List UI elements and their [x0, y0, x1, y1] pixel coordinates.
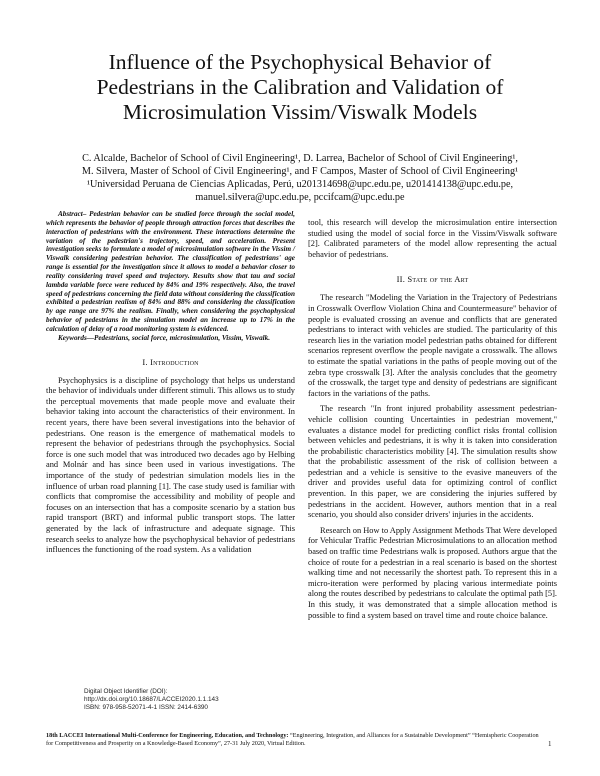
doi-link[interactable]: http://dx.doi.org/10.18687/LACCEI2020.1.1.143: [84, 696, 219, 703]
isbn-issn: ISBN: 978-958-52071-4-1 ISSN: 2414-6390: [84, 704, 208, 711]
state-paragraph: The research "In front injured probability assessment pedestrian-vehicle collision counting Uncertainties in pedestrian movement," evaluates a distance model for predicting conflict risks frontal collision between vehicles and pedestrians, it is why it is taken into consideration the probabilistic characteristics mobility [4]. The simulation results show that the probabilistic assessment of the risk of collision between a pedestrian and a vehicle is sensitive to the evasive maneuvers of the driver and provides useful data for optimizing control of conflict prevention. In this paper, we are considering the injuries suffered by pedestrians in the accident. However, authors mention that in a real scenario, you should also consider drivers' injuries in the accidents.: [308, 404, 557, 520]
title-line: Microsimulation Vissim/Viswalk Models: [122, 100, 478, 124]
affiliation-line: ¹Universidad Peruana de Ciencias Aplicadas, Perú, u201314698@upc.edu.pe, u201414138@upc.edu.pe,: [86, 179, 514, 190]
intro-paragraph: Psychophysics is a discipline of psychology that helps us understand the behavior of individuals under different stimuli. This allows us to study the perceptual movements that made people move and evaluate their behavior taking into account the characteristics of their environment. In recent years, there have been several investigations into the behavior of pedestrians. One reason is the emergence of mathematical models to represent the behavior of pedestrians through the psychophysics. Social force is one such model that was introduced two decades ago by Helbing and Molnár and has since been used in various investigations. The importance of the study of pedestrian simulation models lies in the influence of urban road planning [1]. The case study used is familiar with conflicts that compromise the accessibility and mobility of people and focuses on an intersection that has a composite scenario by a station bus rapid transport (BRT) and informal public transport stops. The latter generated by the lack of infrastructure and adequate signage. This research seeks to analyze how the psychophysical behavior of pedestrians influences the functioning of the road system. As a validation: [46, 375, 295, 555]
title-line: Influence of the Psychophysical Behavior of: [108, 50, 492, 74]
footer-conference-name: 18th LACCEI International Multi-Conference for Engineering, Education, and Technology:: [46, 732, 289, 739]
email-line: manuel.silvera@upc.edu.pe, pccifcam@upc.edu.pe: [195, 192, 405, 203]
title-line: Pedestrians in the Calibration and Validation of: [96, 75, 504, 99]
author-block: [40, 152, 560, 204]
paper-title: [60, 50, 540, 125]
intro-continuation: tool, this research will develop the microsimulation entire intersection studied using the model of social force in the Vissim/Viswalk software [2]. Calibrated parameters of the model allow representing the actual behavior of pedestrians.: [308, 218, 557, 259]
state-paragraph: The research "Modeling the Variation in the Trajectory of Pedestrians in Crosswalk Overflow Violation China and Countermeasure" behavior of people is evaluated crossing an avenue and conflicts that are generated pedestrians to interact with vehicles are studied. The particularity of this research lies in the variation model pedestrian paths obtained for different scenarios represent overflow the people navigate a crosswalk. The allows to estimate the spatial variations in the paths of people moving out of the zebra type crosswalk [3]. After the analysis concludes that the geometry of the crosswalk, the target type and density of pedestrians are significant factors in the variations of the paths.: [308, 293, 557, 398]
doi-block: [84, 688, 294, 712]
abstract: Abstract– Pedestrian behavior can be studied force through the social model, which represents the behavior of people through attraction forces that describes the interaction of pedestrians with the environment. These interactions determine the variation of the pedestrian's trajectory, speed, and acceleration. Present investigation seeks to formulate a model of microsimulation software in the Vissim / Viswalk considering pedestrian behavior. The classification of pedestrians' age range is essential for the investigation since it allows to model a behavior closer to reality considering travel speed and trajectory. Results show that tau and social lambda variable force were reduced by 84% and 19% respectively. Also, the travel speed of pedestrians concerning the field data without considering the classification exhibited a pedestrian realism of 84% and 88% and considering the classification by age range are 97% the realism. Finally, when considering the psychophysical behavior of pedestrians in the simulation model an increase up to 17% in the calculation of delay of a road monitoring system is evidenced.: [46, 210, 295, 333]
doi-label: Digital Object Identifier (DOI):: [84, 688, 168, 695]
section-heading-state-of-art: II. State of the Art: [396, 274, 469, 285]
left-column: [46, 210, 295, 556]
author-line: C. Alcalde, Bachelor of School of Civil Engineering¹, D. Larrea, Bachelor of School of Civil Engineering¹,: [82, 153, 518, 164]
right-column: [308, 218, 557, 621]
keywords: Keywords—Pedestrians, social force, microsimulation, Vissim, Viswalk.: [58, 333, 271, 342]
author-line: M. Silvera, Master of School of Civil Engineering¹, and F Campos, Master of School of Civil Engineering¹: [81, 166, 519, 177]
conference-footer: [46, 732, 546, 748]
section-heading-introduction: I. Introduction: [142, 356, 199, 367]
state-paragraph: Research on How to Apply Assignment Methods That Were developed for Vehicular Traffic Pedestrian Microsimulations to an allocation method based on traffic time Pedestrians walk is proposed. Authors argue that the choice of route for a pedestrian in a real scenario is based on the shortest walking time and not necessarily the shortest path. To represent this in a micro-iteration were performed by placing various intermediate points along the routes described by pedestrians to calculate the optimal path [5]. In this study, it was demonstrated that a simple allocation method is possible to find a system based on travel time and route choice balance.: [308, 525, 557, 620]
page-number: 1: [548, 740, 552, 748]
footer-theme: “Engineering, Integration, and Alliances for a Sustainable Development” “Hemispheric Cooperation for Competitiveness and Prosperity on a Knowledge-Based Economy”, 27-31 July 2020, Virtual Edition.: [46, 732, 539, 747]
